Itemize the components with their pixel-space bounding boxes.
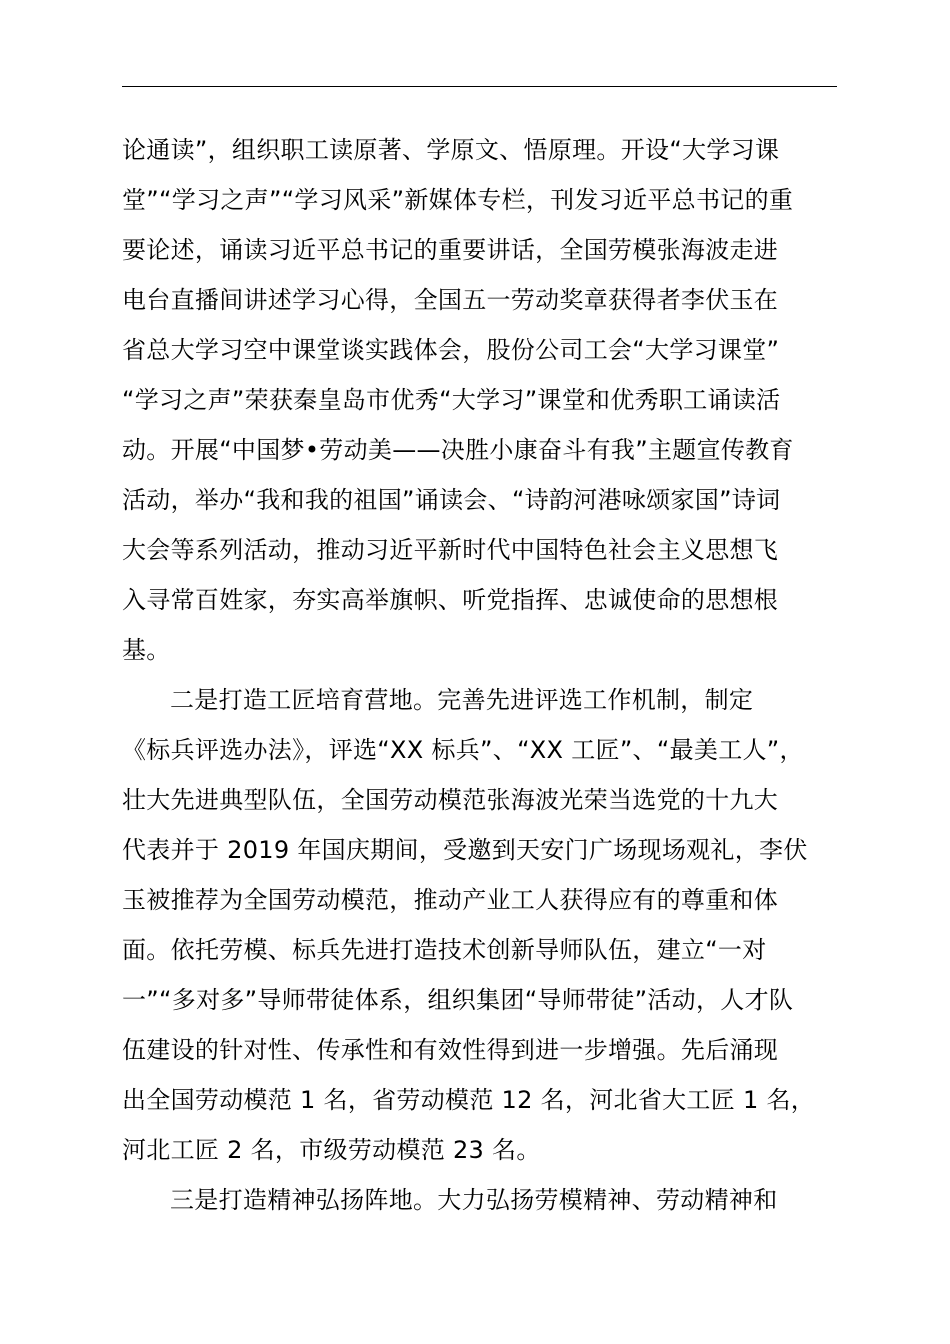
text-line: 动。开展“中国梦•劳动美——决胜小康奋斗有我”主题宣传教育 — [122, 436, 794, 464]
text-line: 面。依托劳模、标兵先进打造技术创新导师队伍，建立“一对 — [122, 936, 767, 964]
text-line: 出全国劳动模范 1 名，省劳动模范 12 名，河北省大工匠 1 名， — [122, 1086, 816, 1114]
paragraph-start-line: 三是打造精神弘扬阵地。大力弘扬劳模精神、劳动精神和 — [170, 1186, 778, 1214]
text-line: 一”“多对多”导师带徒体系，组织集团“导师带徒”活动，人才队 — [122, 986, 794, 1014]
text-line: 电台直播间讲述学习心得，全国五一劳动奖章获得者李伏玉在 — [122, 286, 779, 314]
text-line: 省总大学习空中课堂谈实践体会，股份公司工会“大学习课堂” — [122, 336, 780, 364]
text-line: 《标兵评选办法》，评选“XX 标兵”、“XX 工匠”、“最美工人”， — [122, 736, 804, 764]
text-line: 伍建设的针对性、传承性和有效性得到进一步增强。先后涌现 — [122, 1036, 779, 1064]
text-line: 河北工匠 2 名，市级劳动模范 23 名。 — [122, 1136, 541, 1164]
text-line: 要论述，诵读习近平总书记的重要讲话，全国劳模张海波走进 — [122, 236, 779, 264]
text-line: 壮大先进典型队伍，全国劳动模范张海波光荣当选党的十九大 — [122, 786, 779, 814]
paragraph-start-line: 二是打造工匠培育营地。完善先进评选工作机制，制定 — [170, 686, 754, 714]
text-line: 活动，举办“我和我的祖国”诵读会、“诗韵河港咏颂家国”诗词 — [122, 486, 781, 514]
body-text — [122, 125, 842, 1225]
text-line: 代表并于 2019 年国庆期间，受邀到天安门广场现场观礼，李伏 — [122, 836, 808, 864]
header-rule — [122, 86, 837, 87]
text-line: 基。 — [122, 636, 171, 664]
text-line: 大会等系列活动，推动习近平新时代中国特色社会主义思想飞 — [122, 536, 779, 564]
text-line: 堂”“学习之声”“学习风采”新媒体专栏，刊发习近平总书记的重 — [122, 186, 794, 214]
text-line: 玉被推荐为全国劳动模范，推动产业工人获得应有的尊重和体 — [122, 886, 779, 914]
text-line: “学习之声”荣获秦皇岛市优秀“大学习”课堂和优秀职工诵读活 — [122, 386, 781, 414]
text-line: 入寻常百姓家，夯实高举旗帜、听党指挥、忠诚使命的思想根 — [122, 586, 779, 614]
text-line: 论通读”，组织职工读原著、学原文、悟原理。开设“大学习课 — [122, 136, 780, 164]
